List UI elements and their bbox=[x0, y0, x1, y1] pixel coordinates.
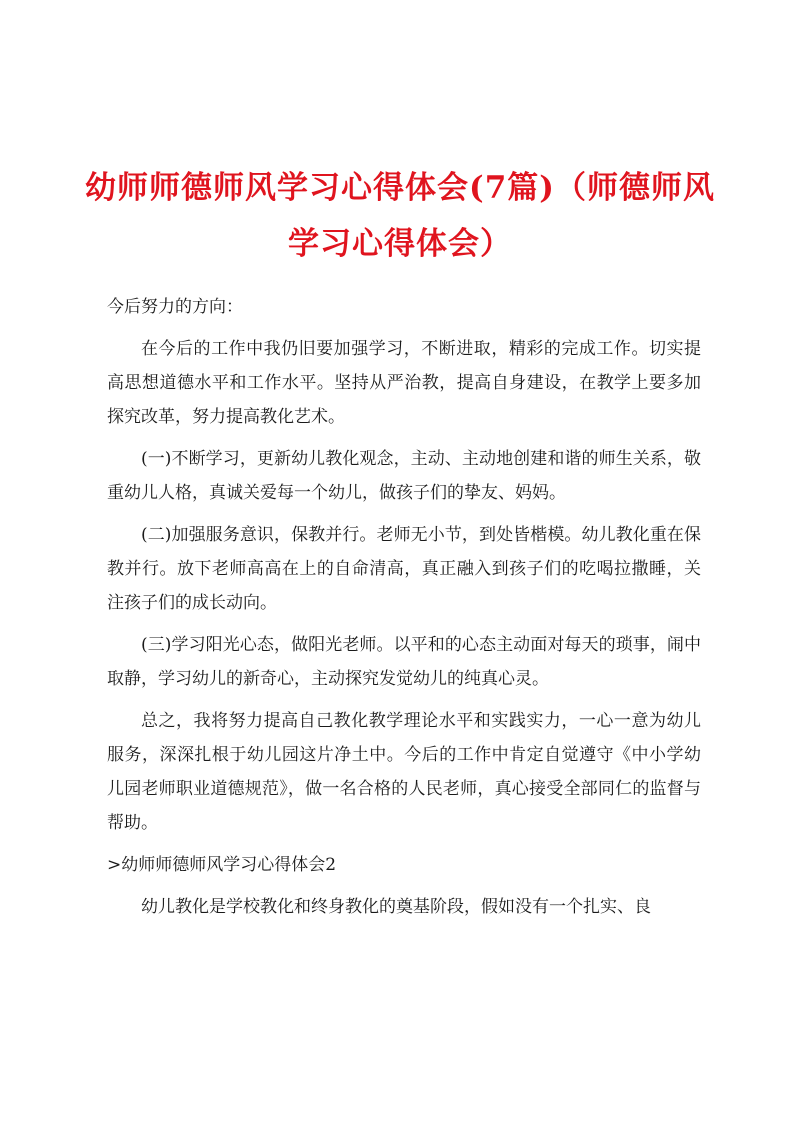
paragraph: (一)不断学习，更新幼儿教化观念，主动、主动地创建和谐的师生关系，敬重幼儿人格，真诚关爱每一个幼儿，做孩子们的挚友、妈妈。 bbox=[107, 449, 701, 503]
section-heading: >幼师师德师风学习心得体会2 bbox=[107, 855, 337, 875]
title-line-2: 学习心得体会） bbox=[288, 226, 512, 262]
document-body bbox=[107, 290, 701, 932]
document-title bbox=[80, 160, 720, 272]
paragraph: 总之，我将努力提高自己教化教学理论水平和实践实力，一心一意为幼儿服务，深深扎根于幼儿园这片净土中。今后的工作中肯定自觉遵守《中小学幼儿园老师职业道德规范》，做一名合格的人民老师，真心接受全部同仁的监督与帮助。 bbox=[107, 711, 701, 833]
paragraph-heading-direction: 今后努力的方向： bbox=[107, 297, 243, 317]
paragraph: (二)加强服务意识，保教并行。老师无小节，到处皆楷模。幼儿教化重在保教并行。放下老师高高在上的自命清高，真正融入到孩子们的吃喝拉撒睡，关注孩子们的成长动向。 bbox=[107, 525, 701, 613]
paragraph: 幼儿教化是学校教化和终身教化的奠基阶段，假如没有一个扎实、良 bbox=[141, 897, 651, 917]
paragraph: 在今后的工作中我仍旧要加强学习，不断进取，精彩的完成工作。切实提高思想道德水平和工作水平。坚持从严治教，提高自身建设，在教学上要多加探究改革，努力提高教化艺术。 bbox=[107, 339, 701, 427]
title-line-1: 幼师师德师风学习心得体会(7篇)（师德师风 bbox=[85, 170, 715, 206]
paragraph: (三)学习阳光心态，做阳光老师。以平和的心态主动面对每天的琐事，闹中取静，学习幼儿的新奇心，主动探究发觉幼儿的纯真心灵。 bbox=[107, 635, 701, 689]
